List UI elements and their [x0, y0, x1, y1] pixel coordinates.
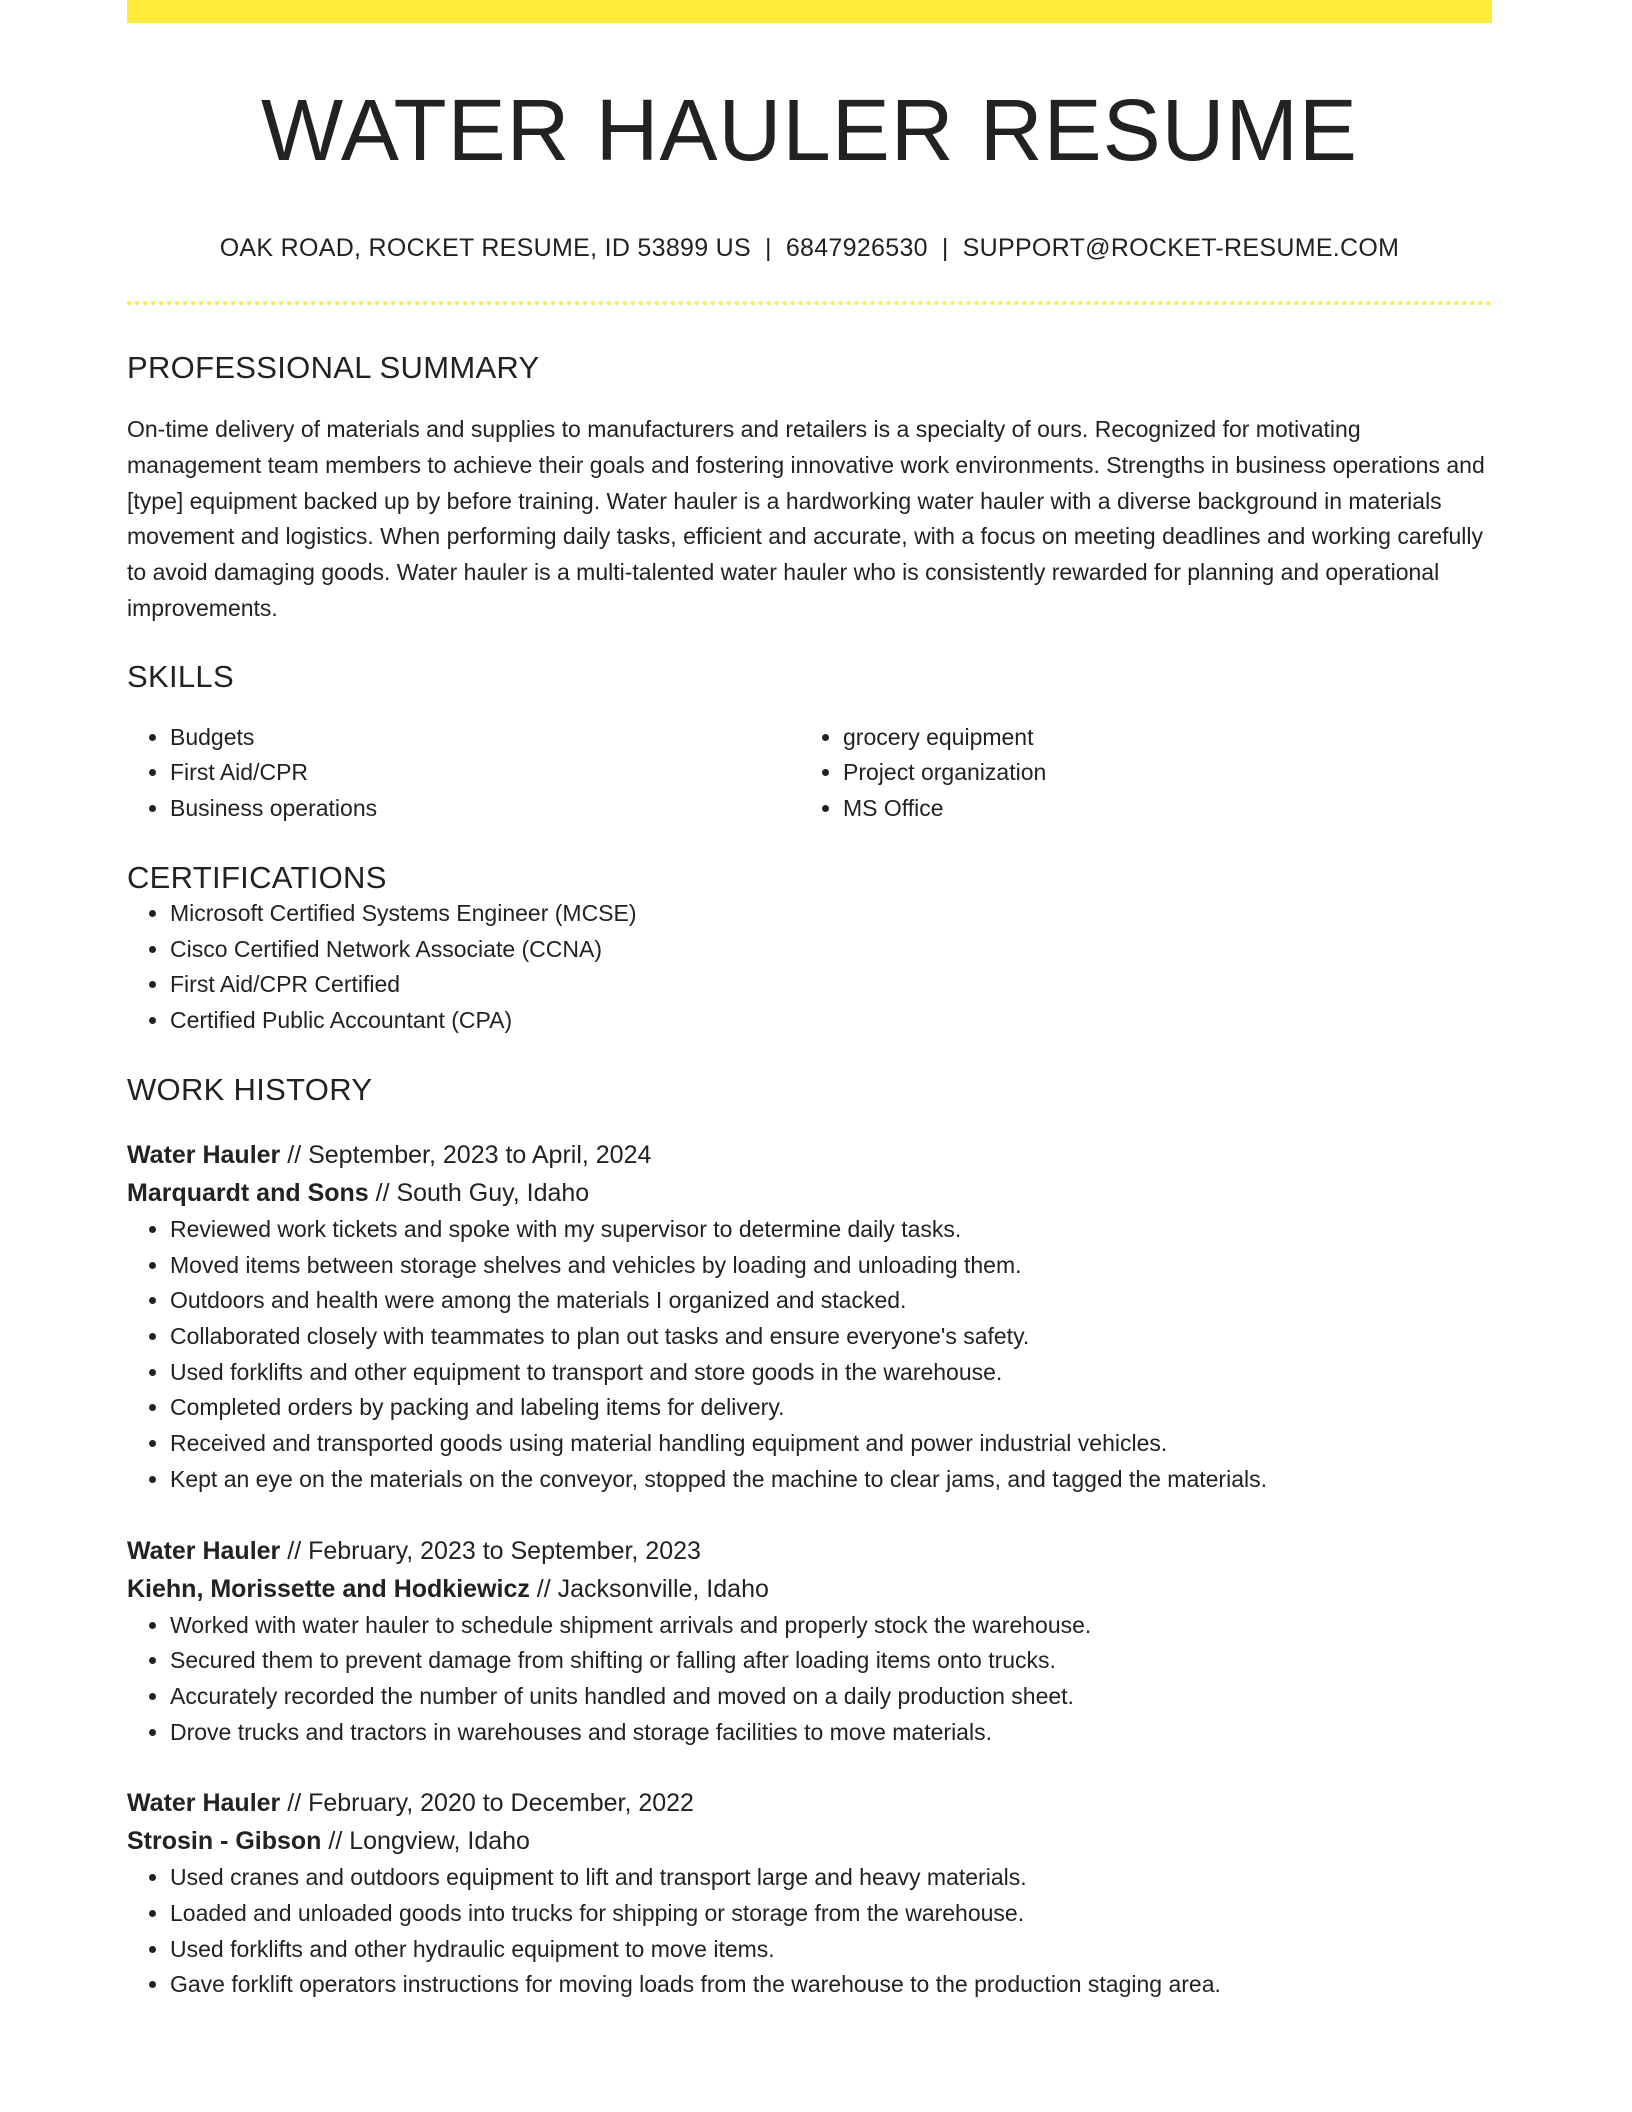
job-duty: • Collaborated closely with teammates to plan out tasks and ensure everyone's safety.: [170, 1319, 1492, 1355]
job-duty: • Used forklifts and other hydraulic equipment to move items.: [170, 1932, 1492, 1968]
skills-column-left: [127, 720, 800, 827]
job-duty: • Reviewed work tickets and spoke with my supervisor to determine daily tasks.: [170, 1212, 1492, 1248]
skills-heading: SKILLS: [127, 659, 234, 695]
job-role-line: [127, 1784, 1492, 1822]
job-duty: • Gave forklift operators instructions for moving loads from the warehouse to the production staging area.: [170, 1967, 1492, 2003]
job-duty: • Outdoors and health were among the materials I organized and stacked.: [170, 1283, 1492, 1319]
job-duty: • Accurately recorded the number of units handled and moved on a daily production sheet.: [170, 1679, 1492, 1715]
contact-line: [127, 233, 1492, 263]
job-dates: // February, 2023 to September, 2023: [280, 1536, 701, 1565]
certification-item: • Certified Public Accountant (CPA): [170, 1003, 1492, 1039]
job-location: // Jacksonville, Idaho: [529, 1574, 769, 1603]
top-accent-bar: [127, 0, 1492, 23]
contact-separator: |: [765, 234, 772, 263]
job-duty: • Completed orders by packing and labeling items for delivery.: [170, 1390, 1492, 1426]
job-duty: • Loaded and unloaded goods into trucks for shipping or storage from the warehouse.: [170, 1896, 1492, 1932]
certification-item: • First Aid/CPR Certified: [170, 967, 1492, 1003]
job-company: Marquardt and Sons: [127, 1178, 369, 1207]
job-duty: • Drove trucks and tractors in warehouses and storage facilities to move materials.: [170, 1715, 1492, 1751]
job-duty: • Kept an eye on the materials on the conveyor, stopped the machine to clear jams, and tagged the materials.: [170, 1462, 1492, 1498]
job-company: Kiehn, Morissette and Hodkiewicz: [127, 1574, 530, 1603]
job-company: Strosin - Gibson: [127, 1827, 322, 1856]
skill-item: • Project organization: [843, 755, 1473, 791]
job-duties-list: [127, 1860, 1492, 2003]
job-location: // South Guy, Idaho: [368, 1178, 590, 1207]
job-duties-list: [127, 1212, 1492, 1498]
job-role: Water Hauler: [127, 1140, 281, 1169]
job-entry: [127, 1136, 1492, 1498]
summary-text: On-time delivery of materials and supplies to manufacturers and retailers is a specialty of ours. Recognized for motivating management team members to achieve their goals and fostering innovative work environments. Strengths in business operations and [type] equipment backed up by before training. Water hauler is a hardworking water hauler with a diverse background in materials movement and logistics. When performing daily tasks, efficient and accurate, with a focus on meeting deadlines and working carefully to avoid damaging goods. Water hauler is a multi-talented water hauler who is consistently rewarded for planning and operational improvements.: [127, 416, 1485, 621]
job-role-line: [127, 1532, 1492, 1570]
skills-list-left: [127, 720, 800, 827]
job-duty: • Moved items between storage shelves and vehicles by loading and unloading them.: [170, 1248, 1492, 1284]
job-duty: • Worked with water hauler to schedule shipment arrivals and properly stock the warehouse.: [170, 1608, 1492, 1644]
skills-list-right: [800, 720, 1473, 827]
dotted-divider: [127, 301, 1492, 305]
certification-item: • Cisco Certified Network Associate (CCNA): [170, 932, 1492, 968]
certifications-heading: CERTIFICATIONS: [127, 859, 387, 895]
skill-item: • Budgets: [170, 720, 800, 756]
contact-separator: |: [941, 234, 949, 263]
job-location: // Longview, Idaho: [321, 1827, 530, 1856]
job-company-line: [127, 1822, 1492, 1860]
skills-column-right: [800, 720, 1473, 827]
resume-page: [127, 0, 1492, 2003]
job-dates: // September, 2023 to April, 2024: [280, 1140, 652, 1169]
job-duty: • Used forklifts and other equipment to transport and store goods in the warehouse.: [170, 1355, 1492, 1391]
certifications-list: [127, 896, 1492, 1039]
certification-item: • Microsoft Certified Systems Engineer (MCSE): [170, 896, 1492, 932]
job-company-line: [127, 1570, 1492, 1608]
job-duties-list: [127, 1608, 1492, 1751]
summary-heading: PROFESSIONAL SUMMARY: [127, 350, 540, 386]
job-duty: • Secured them to prevent damage from shifting or falling after loading items onto trucks.: [170, 1643, 1492, 1679]
skills-grid: [127, 720, 1492, 827]
job-dates: // February, 2020 to December, 2022: [280, 1789, 694, 1818]
job-entry: [127, 1532, 1492, 1751]
job-entry: [127, 1784, 1492, 2003]
skill-item: • Business operations: [170, 791, 800, 827]
job-duty: • Used cranes and outdoors equipment to lift and transport large and heavy materials.: [170, 1860, 1492, 1896]
contact-phone: 6847926530: [785, 234, 928, 263]
contact-address: OAK ROAD, ROCKET RESUME, ID 53899 US: [219, 234, 752, 263]
skill-item: • First Aid/CPR: [170, 755, 800, 791]
work-history-heading: WORK HISTORY: [127, 1071, 373, 1107]
job-company-line: [127, 1174, 1492, 1212]
job-role: Water Hauler: [127, 1536, 281, 1565]
job-role-line: [127, 1136, 1492, 1174]
resume-title: WATER HAULER RESUME: [261, 82, 1358, 179]
contact-email: SUPPORT@ROCKET-RESUME.COM: [962, 234, 1400, 263]
skill-item: • MS Office: [843, 791, 1473, 827]
job-role: Water Hauler: [127, 1789, 281, 1818]
skill-item: • grocery equipment: [843, 720, 1473, 756]
job-duty: • Received and transported goods using material handling equipment and power industrial vehicles.: [170, 1426, 1492, 1462]
